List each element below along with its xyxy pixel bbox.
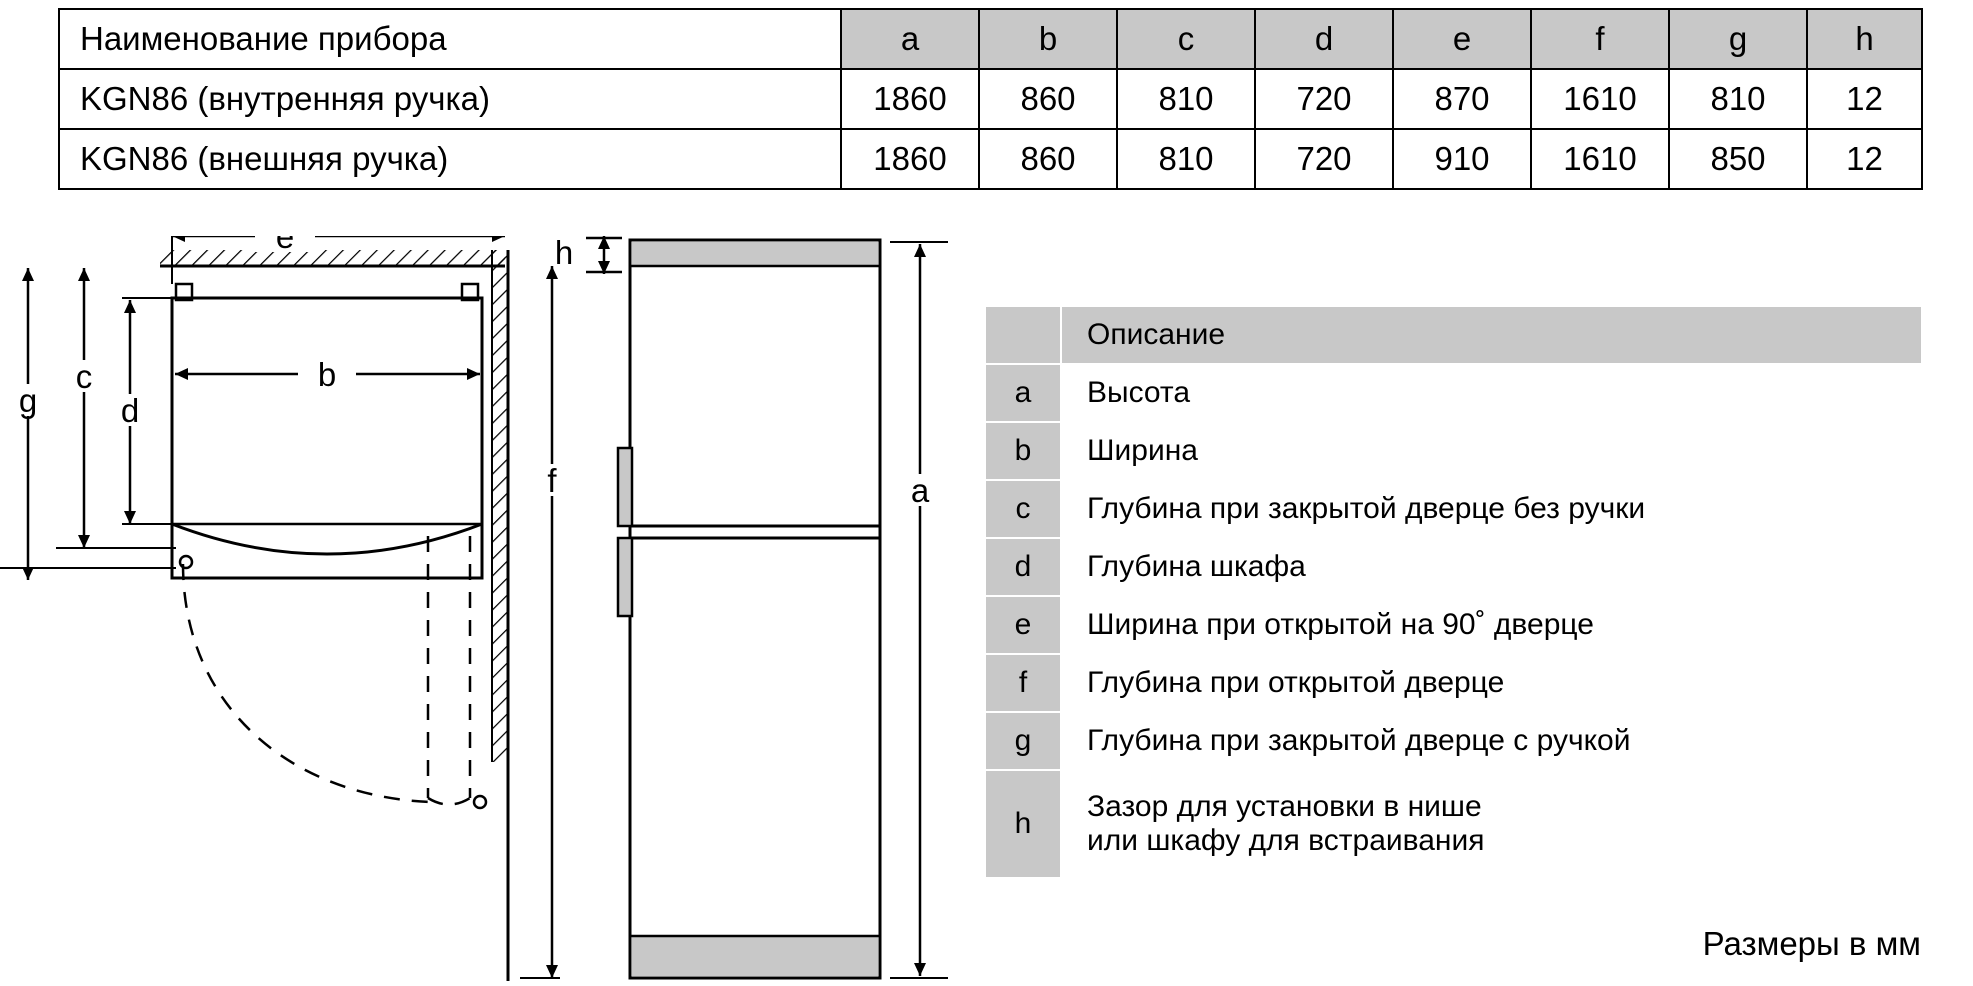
drawing-front-view [618,240,948,978]
list-item [986,538,1921,596]
desc-header-label: Описание [1061,306,1921,364]
model-name: KGN86 (внешняя ручка) [59,129,841,189]
desc-label-f: Глубина при открытой дверце [1061,654,1921,712]
cell-e: 870 [1393,69,1531,129]
desc-key-a: a [986,364,1061,422]
appliance-body-top-view [172,298,482,578]
drawing-top-view [0,236,622,981]
desc-key-e: e [986,596,1061,654]
desc-label-e: Ширина при открытой на 90˚ дверце [1061,596,1921,654]
cell-f: 1610 [1531,69,1669,129]
column-header-name: Наименование прибора [59,9,841,69]
table-header-row [59,9,1922,69]
list-item [986,654,1921,712]
specification-table [58,8,1923,190]
list-item [986,480,1921,538]
appliance-dimension-drawing [0,236,990,986]
column-header-a: a [841,9,979,69]
units-note: Размеры в мм [1702,925,1921,962]
model-name: KGN86 (внутренняя ручка) [59,69,841,129]
open-door-end-curve [428,798,470,805]
list-item [986,770,1921,878]
wall-hatch-right [492,250,508,762]
column-header-c: c [1117,9,1255,69]
cell-g: 850 [1669,129,1807,189]
desc-label-h-line2: или шкафу для встраивания [1087,824,1485,857]
description-table [986,305,1921,879]
top-panel [632,242,878,266]
hinge-pivot [180,556,192,568]
desc-label-d: Глубина шкафа [1061,538,1921,596]
desc-key-c: c [986,480,1061,538]
table-row [59,129,1922,189]
cell-h: 12 [1807,69,1922,129]
table-row [59,69,1922,129]
column-header-g: g [1669,9,1807,69]
column-header-d: d [1255,9,1393,69]
desc-label-b: Ширина [1061,422,1921,480]
door-open-pivot [474,796,486,808]
door-swing-arc [183,564,430,802]
desc-key-b: b [986,422,1061,480]
list-item [986,364,1921,422]
desc-label-c: Глубина при закрытой дверце без ручки [1061,480,1921,538]
desc-label-g: Глубина при закрытой дверце с ручкой [1061,712,1921,770]
cell-f: 1610 [1531,129,1669,189]
cell-a: 1860 [841,69,979,129]
base-panel [632,936,878,976]
list-item [986,596,1921,654]
dim-label-d: d [120,392,140,429]
cell-b: 860 [979,69,1117,129]
desc-label-a: Высота [1061,364,1921,422]
door-curve [172,524,482,554]
cell-c: 810 [1117,69,1255,129]
desc-label-h [1061,770,1921,878]
column-header-h: h [1807,9,1922,69]
desc-key-g: g [986,712,1061,770]
cell-b: 860 [979,129,1117,189]
desc-label-h-line1: Зазор для установки в нише [1087,790,1482,823]
cell-e: 910 [1393,129,1531,189]
dim-label-h: h [554,236,574,271]
cell-h: 12 [1807,129,1922,189]
desc-key-f: f [986,654,1061,712]
handle-upper [618,448,632,526]
list-item [986,712,1921,770]
description-header-row [986,306,1921,364]
dim-label-b: b [317,356,337,393]
column-header-b: b [979,9,1117,69]
column-header-f: f [1531,9,1669,69]
desc-key-h: h [986,770,1061,878]
dim-label-c: c [75,358,93,395]
wall-hatch-top [160,250,505,266]
cell-d: 720 [1255,129,1393,189]
list-item [986,422,1921,480]
column-header-e: e [1393,9,1531,69]
appliance-body-front-view [630,240,880,978]
desc-header-key [986,306,1061,364]
dim-label-g: g [18,382,38,419]
dim-label-f: f [547,462,557,499]
desc-key-d: d [986,538,1061,596]
handle-lower [618,538,632,616]
cell-a: 1860 [841,129,979,189]
cell-d: 720 [1255,69,1393,129]
cell-c: 810 [1117,129,1255,189]
dim-label-e: e [275,236,295,255]
cell-g: 810 [1669,69,1807,129]
dim-label-a: a [910,472,930,509]
